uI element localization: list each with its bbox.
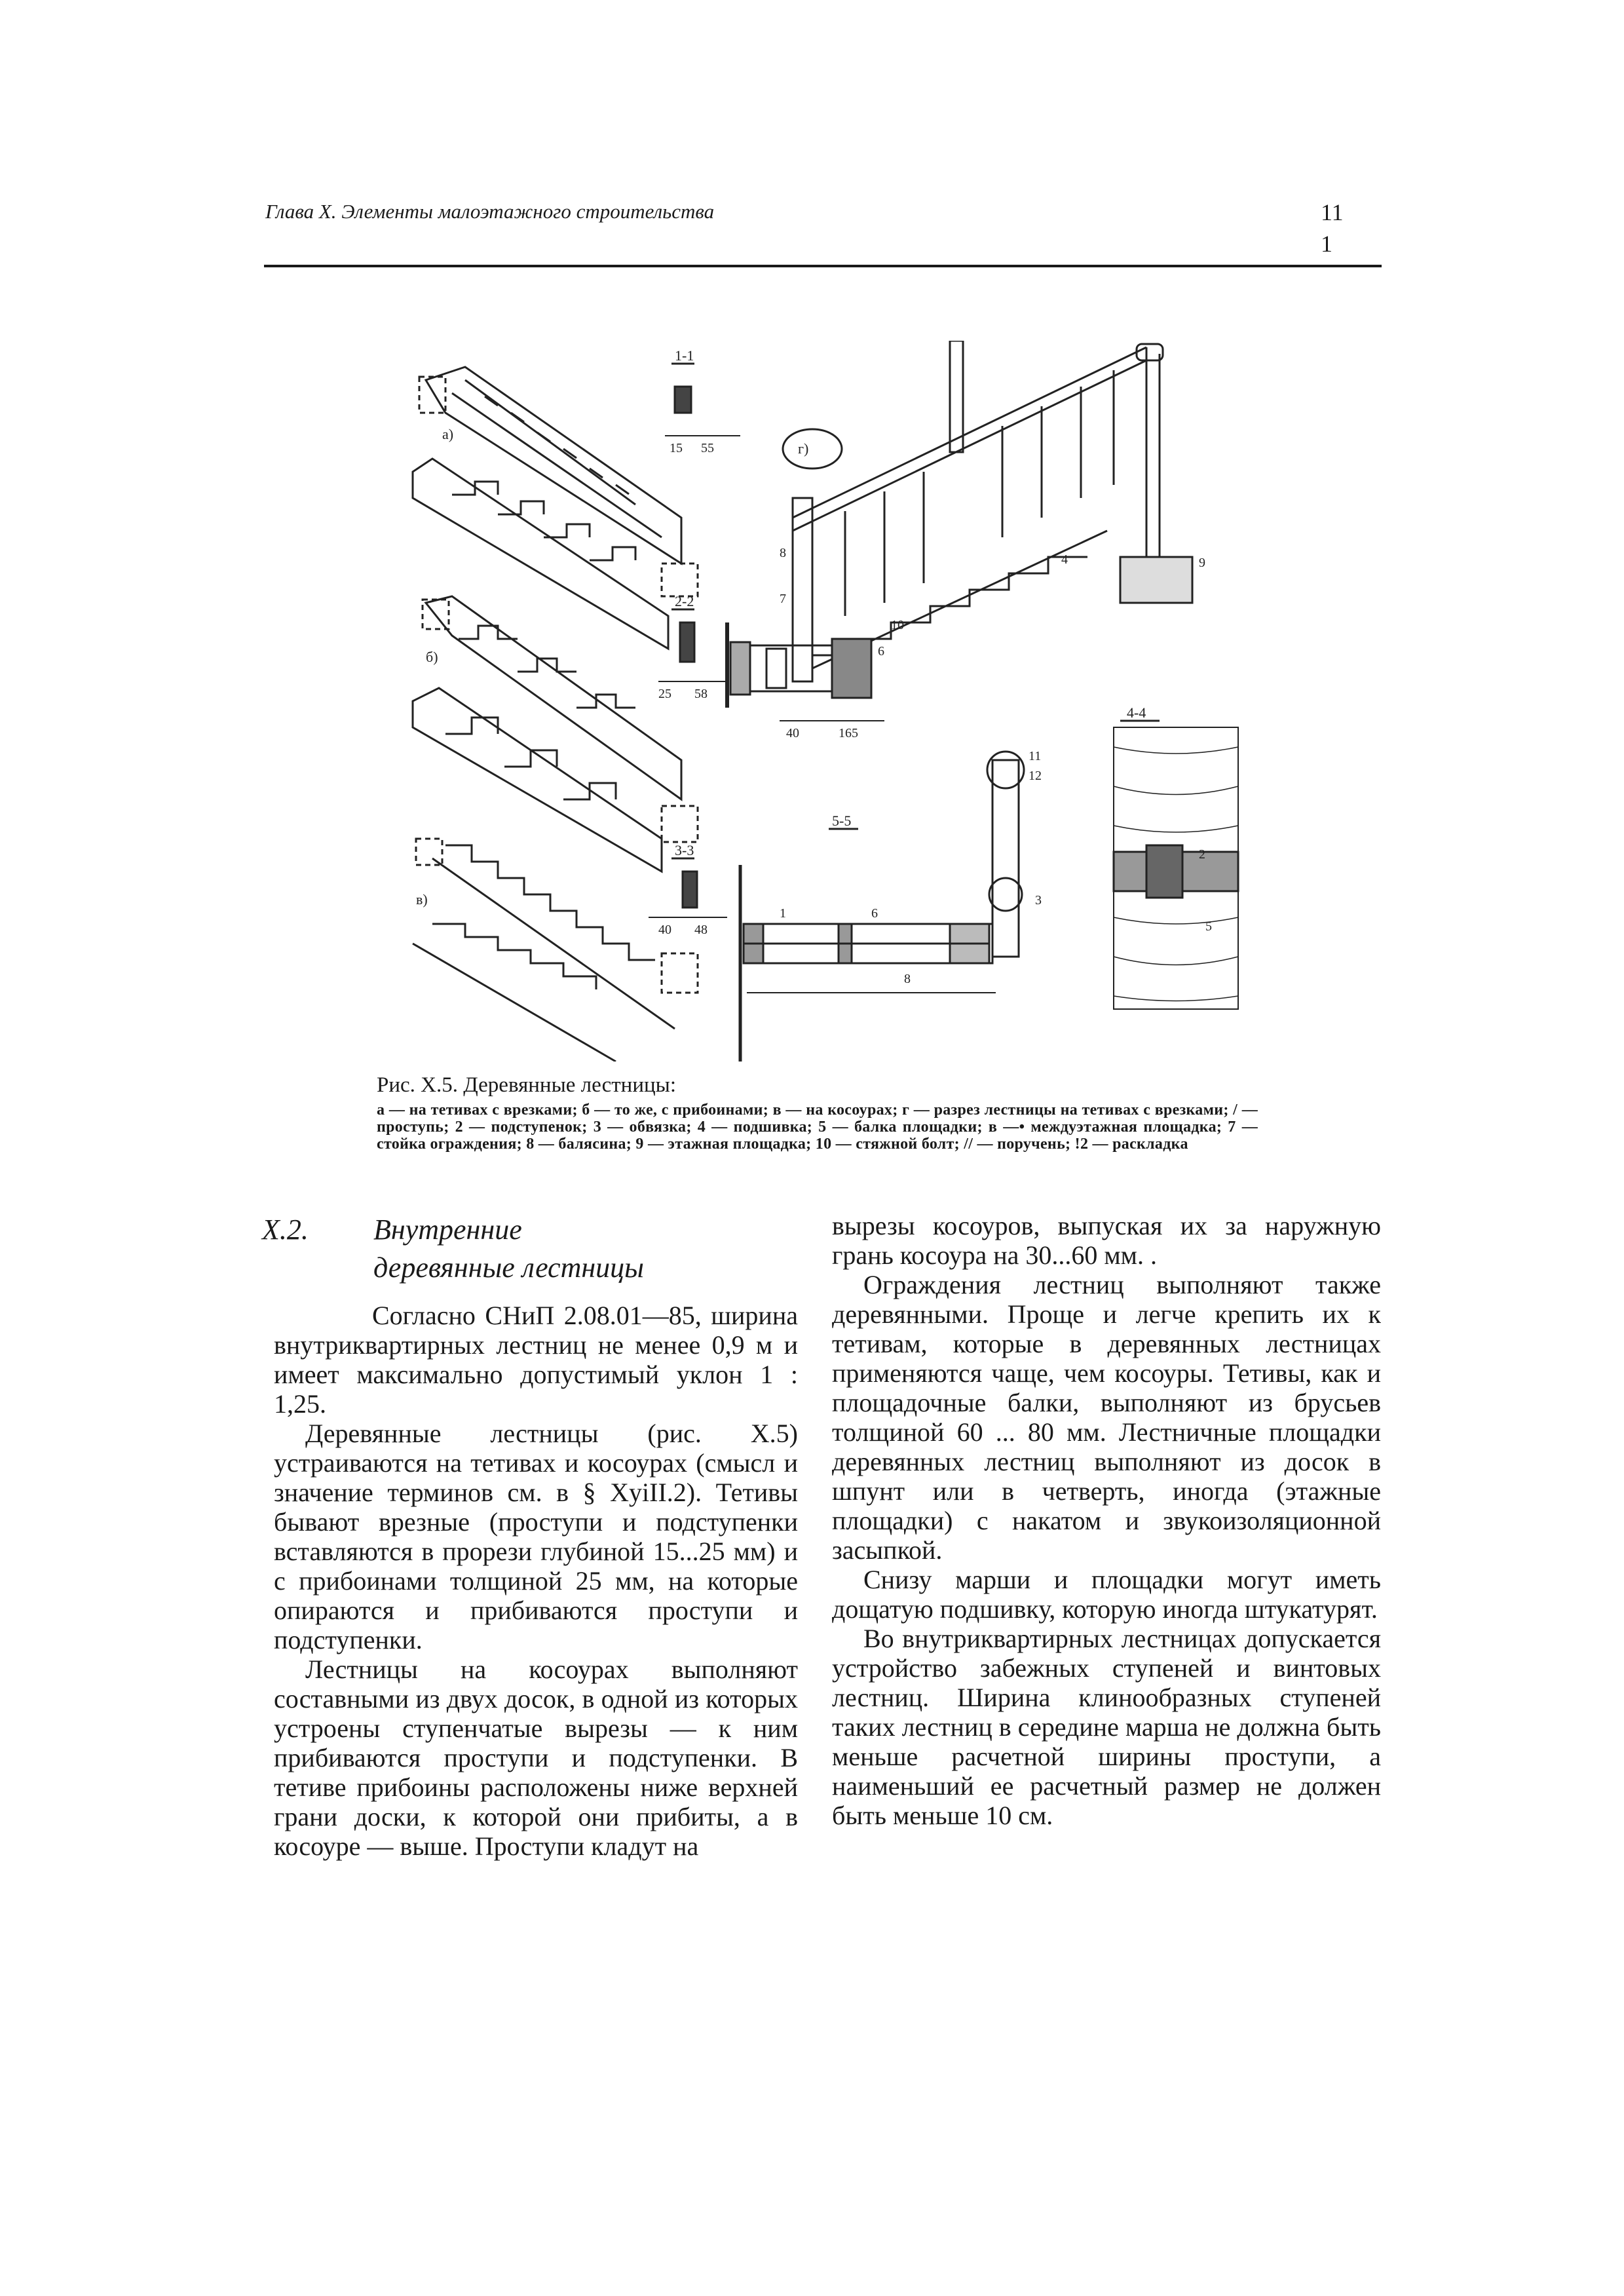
dim-15: 15 [670,441,683,455]
marker-2: 2 [1199,847,1205,862]
section-heading [262,1211,644,1287]
drawing-b [413,596,698,871]
right-paragraph-3: Снизу марши и площадки могут иметь дощатую подшивку, которую иногда штукатурят. [832,1565,1381,1624]
section-title-line2: деревянные лестницы [373,1252,644,1284]
left-column [274,1301,798,1861]
marker-3: 3 [1035,893,1042,908]
marker-4: 4 [1061,552,1068,567]
right-paragraph-1: вырезы косоуров, выпуская их за наружную грань косоура на 30...60 мм. . [832,1211,1381,1270]
section-1-1 [665,347,740,455]
header-rule [264,265,1382,267]
marker-6b: 6 [871,906,878,921]
label-section-5-5: 5-5 [832,813,852,829]
label-section-4-4: 4-4 [1127,704,1146,721]
section-4-4 [1114,704,1238,1009]
section-number: X.2. [262,1214,309,1246]
drawing-v [413,839,698,1062]
dim-48: 48 [694,923,708,937]
drawing-g [727,341,1205,740]
marker-11: 11 [1029,749,1042,763]
caption-legend: а — на тетивах с врезками; б — то же, с прибоинами; в — на косоурах; г — разрез лестницы на тетивах с врезками; / — проступь; 2 — подступенок; 3 — обвязка; 4 — подшивка; 5 — балка площадки; в —• междуэтажная площадка; 7 — стойка ограждения; 8 — балясина; 9 — этажная площадка; 10 — стяжной болт; // — поручень; !2 — раскладка [377,1101,1258,1153]
label-a: а) [442,426,454,442]
label-b: б) [426,649,438,665]
section-3-3 [649,842,727,937]
dim-40b: 40 [786,726,799,740]
marker-12: 12 [1029,769,1042,783]
marker-5: 5 [1205,919,1212,934]
right-paragraph-4: Во внутриквартирных лестницах допускается устройство забежных ступеней и винтовых лестниц. Ширина клинообразных ступеней таких лестниц в середине марша не должна быть меньше расчетной ширины проступи, а наименьший ее расчетный размер не должен быть меньше 10 см. [832,1624,1381,1830]
marker-6: 6 [878,644,884,659]
marker-8: 8 [780,546,786,560]
label-v: в) [416,891,428,908]
marker-1: 1 [780,906,786,921]
dim-40: 40 [658,923,671,937]
drawing-a [413,367,698,649]
right-column [832,1211,1381,1830]
dim-58: 58 [694,687,708,701]
page-number-line2: 1 [1321,231,1332,257]
running-header-title: Глава X. Элементы малоэтажного строительства [265,200,715,223]
label-g: г) [798,440,809,457]
label-section-2-2: 2-2 [675,593,694,609]
marker-8b: 8 [904,972,911,986]
left-paragraph-3: Лестницы на косоурах выполняют составными из двух досок, в одной из которых устроены ступенчатые вырезы — к ним прибиваются проступи и подступенки. В тетиве прибоины расположены ниже верхней грани доски, к которой они прибиты, а в косоуре — выше. Проступи кладут на [274,1655,798,1861]
left-paragraph-1: Согласно СНиП 2.08.01—85, ширина внутриквартирных лестниц не менее 0,9 м и имеет максимально допустимый уклон 1 : 1,25. [274,1301,798,1419]
section-5-5 [740,749,1042,1062]
section-title-line1: Внутренние [373,1214,522,1246]
marker-9: 9 [1199,556,1205,570]
dim-25: 25 [658,687,671,701]
caption-title: Рис. X.5. Деревянные лестницы: [377,1073,676,1097]
dim-55: 55 [701,441,714,455]
stairs-drawing [387,341,1245,1062]
marker-10: 10 [891,618,904,632]
figure-caption [377,1073,1258,1153]
label-section-1-1: 1-1 [675,347,694,364]
page-number-line1: 11 [1321,199,1344,225]
right-paragraph-2: Ограждения лестниц выполняют также деревянными. Проще и легче крепить их к тетивам, которые в деревянных лестницах применяются чаще, чем косоуры. Тетивы, как и площадочные балки, выполняют из брусьев толщиной 60 ... 80 мм. Лестничные площадки деревянных лестниц выполняют из досок в шпунт или в четверть, иногда (этажные площадки) с накатом и звукоизоляционной засыпкой. [832,1270,1381,1565]
dim-165: 165 [839,726,858,740]
page-number [1321,197,1344,259]
figure-wooden-stairs [387,341,1245,1062]
marker-7: 7 [780,592,786,606]
left-paragraph-2: Деревянные лестницы (рис. X.5) устраиваются на тетивах и косоурах (смысл и значение терминов см. в § XyiII.2). Тетивы бывают врезные (проступи и подступенки вставляются в прорези глубиной 15...25 мм) и с прибоинами толщиной 25 мм, на которые опираются и прибиваются проступи и подступенки. [274,1419,798,1655]
label-section-3-3: 3-3 [675,842,694,858]
